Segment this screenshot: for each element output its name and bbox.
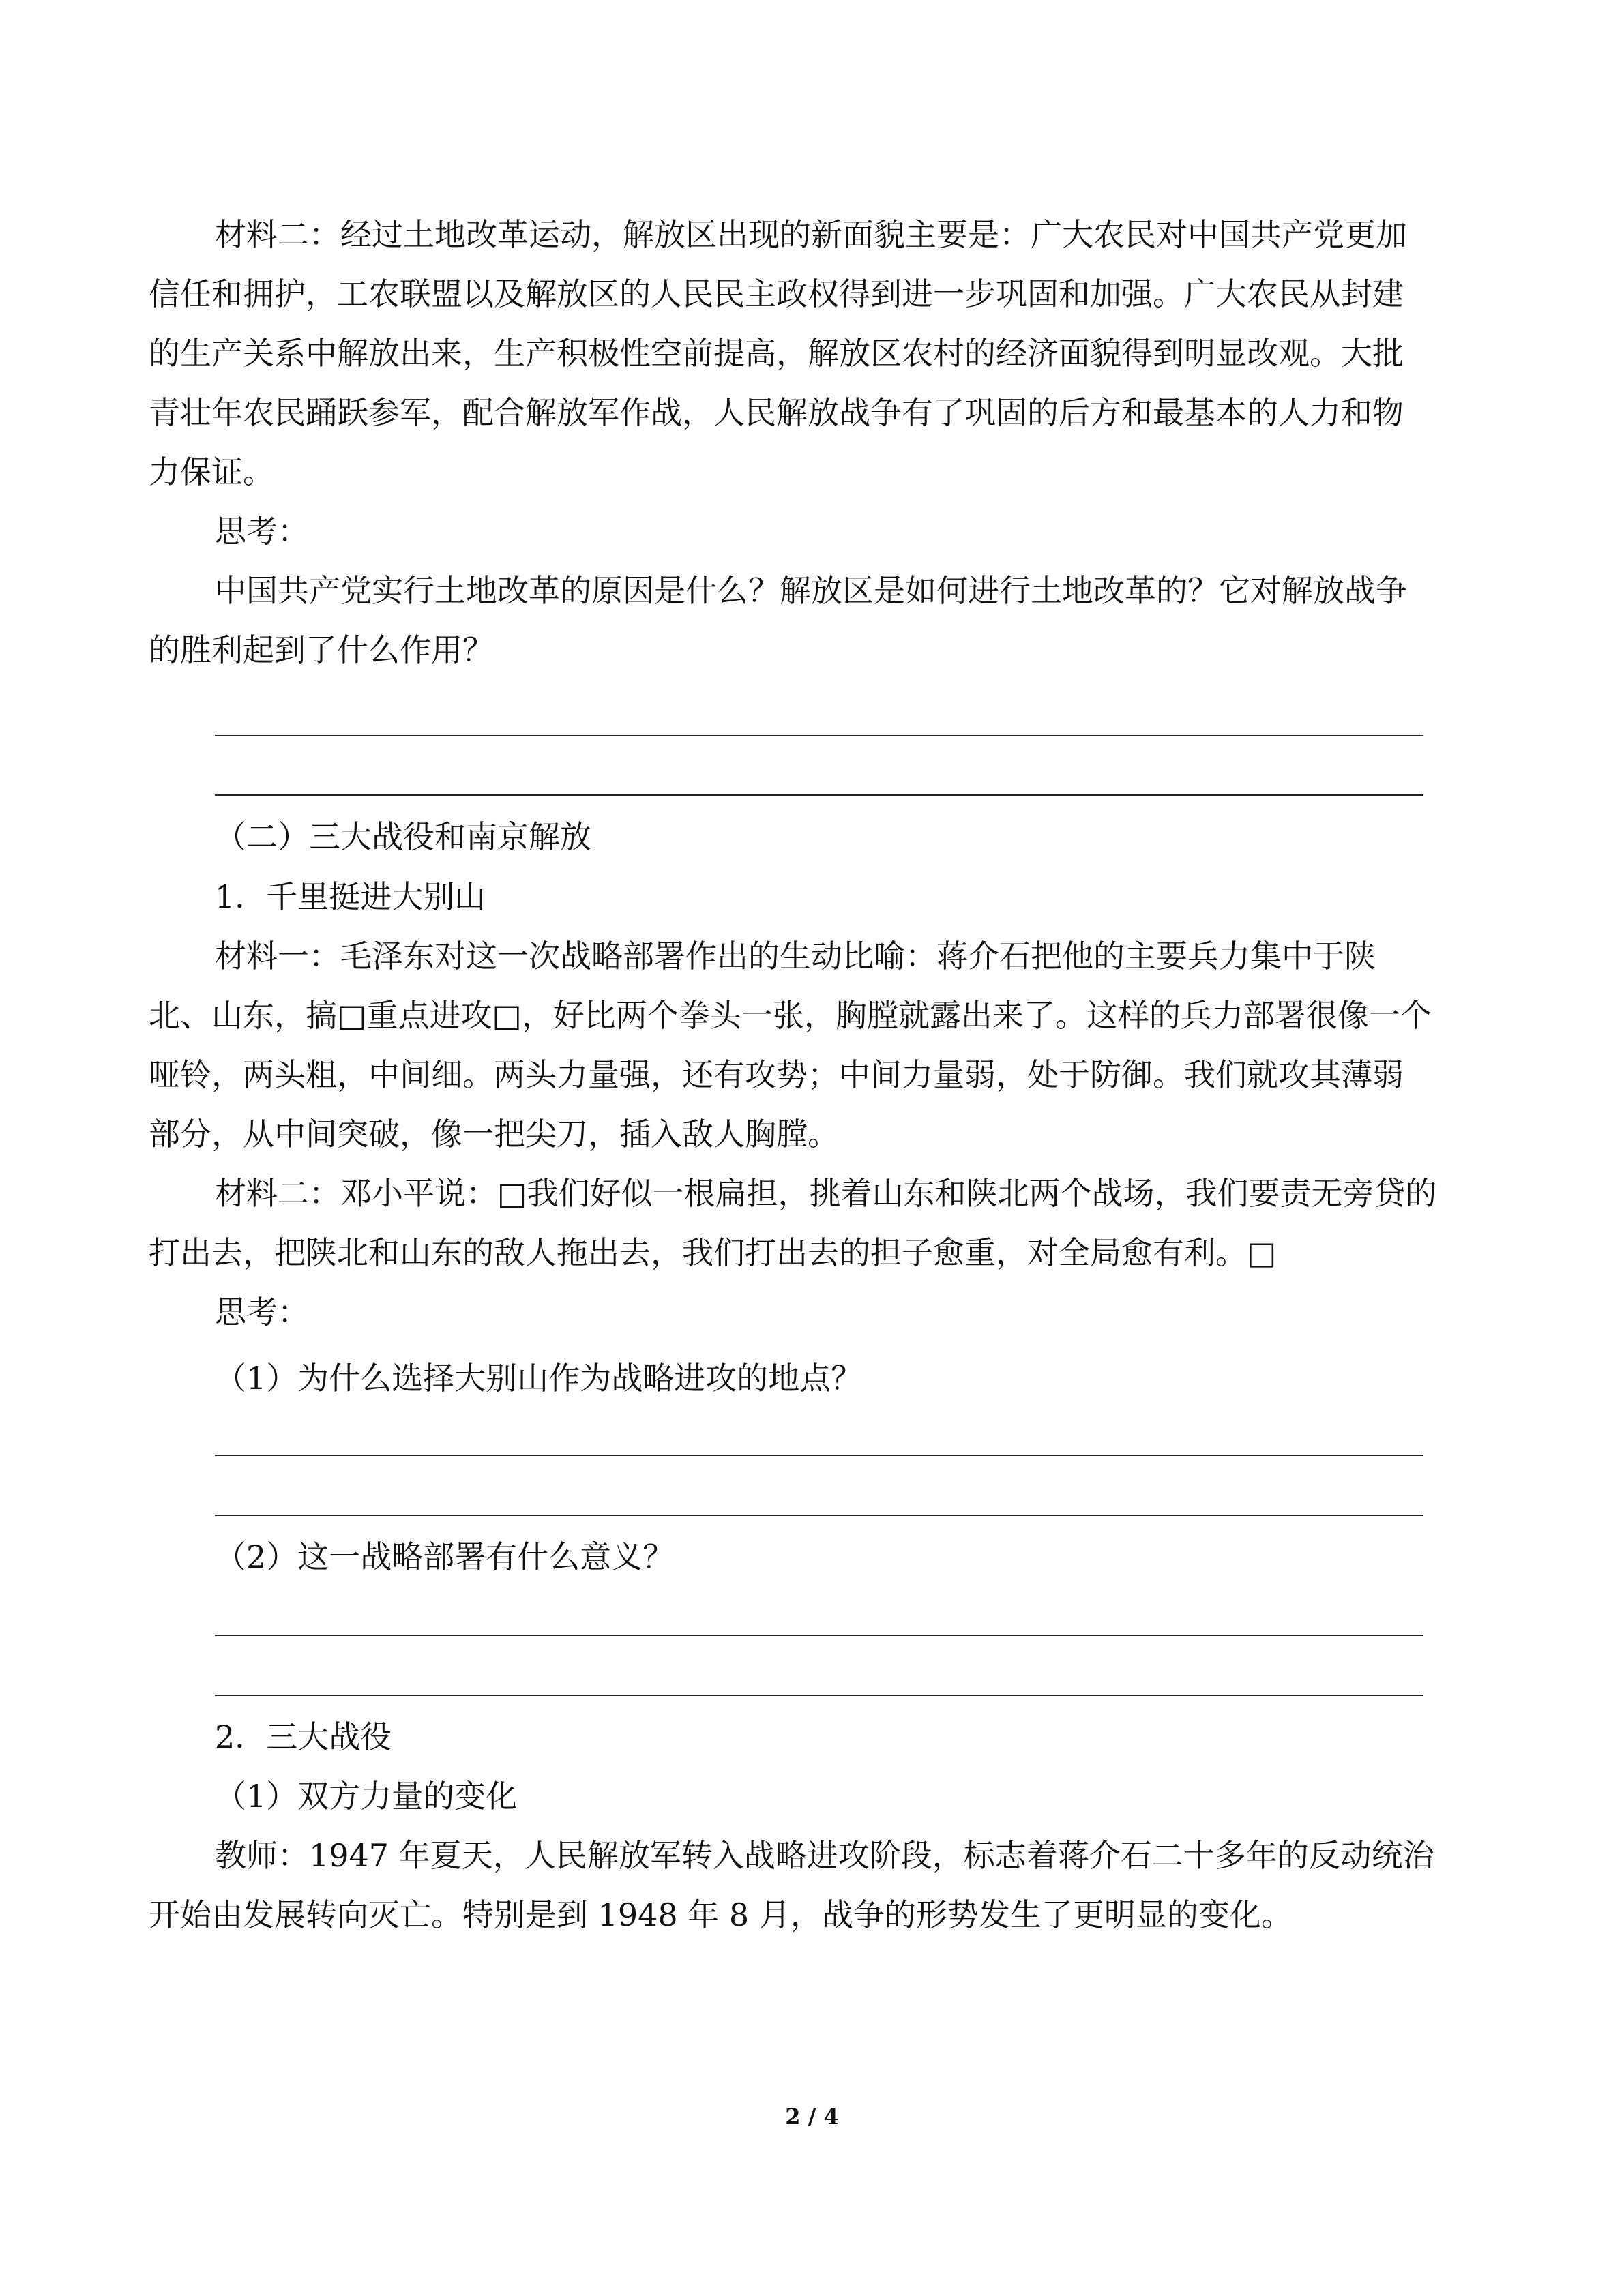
paragraph-line: 哑铃，两头粗，中间细。两头力量强，还有攻势；中间力量弱，处于防御。我们就攻其薄弱 [149, 1056, 1404, 1093]
paragraph-line: 开始由发展转向灭亡。特别是到 1948 年 8 月，战争的形势发生了更明显的变化。 [149, 1896, 1293, 1933]
paragraph-line: 力保证。 [149, 453, 274, 490]
paragraph-line: 打出去，把陕北和山东的敌人拖出去，我们打出去的担子愈重，对全局愈有利。□ [149, 1234, 1277, 1271]
answer-line[interactable] [215, 735, 1423, 736]
question-line: （1）为什么选择大别山作为战略进攻的地点？ [215, 1360, 863, 1397]
subsection-title: 2．三大战役 [215, 1718, 392, 1755]
think-label: 思考： [215, 1294, 309, 1330]
question-line: 的胜利起到了什么作用？ [149, 631, 494, 668]
think-label: 思考： [215, 513, 309, 550]
paragraph-line: 青壮年农民踊跃参军，配合解放军作战，人民解放战争有了巩固的后方和最基本的人力和物 [149, 394, 1404, 431]
paragraph-line: 材料一：毛泽东对这一次战略部署作出的生动比喻：蒋介石把他的主要兵力集中于陕 [215, 938, 1376, 974]
answer-line[interactable] [215, 1695, 1423, 1696]
page-number: 2 / 4 [785, 2104, 839, 2130]
answer-line[interactable] [215, 1515, 1423, 1516]
paragraph-line: 材料二：邓小平说：□我们好似一根扁担，挑着山东和陕北两个战场，我们要责无旁贷的 [215, 1175, 1437, 1212]
subsection-question: （1）双方力量的变化 [215, 1778, 518, 1815]
question-line: 中国共产党实行土地改革的原因是什么？解放区是如何进行土地改革的？它对解放战争 [215, 572, 1407, 609]
paragraph-line: 材料二：经过土地改革运动，解放区出现的新面貌主要是：广大农民对中国共产党更加 [215, 216, 1407, 253]
section-heading: （二）三大战役和南京解放 [215, 818, 591, 855]
subsection-title: 1．千里挺进大别山 [215, 878, 486, 915]
paragraph-line: 的生产关系中解放出来，生产积极性空前提高，解放区农村的经济面貌得到明显改观。大批 [149, 335, 1404, 372]
answer-line[interactable] [215, 1455, 1423, 1456]
paragraph-line: 北、山东，搞□重点进攻□，好比两个拳头一张，胸膛就露出来了。这样的兵力部署很像一个 [149, 997, 1432, 1034]
question-line: （2）这一战略部署有什么意义？ [215, 1538, 675, 1575]
answer-line[interactable] [215, 794, 1423, 796]
answer-line[interactable] [215, 1635, 1423, 1636]
paragraph-line: 信任和拥护，工农联盟以及解放区的人民民主政权得到进一步巩固和加强。广大农民从封建 [149, 275, 1404, 312]
paragraph-line: 部分，从中间突破，像一把尖刀，插入敌人胸膛。 [149, 1116, 839, 1152]
paragraph-line: 教师：1947 年夏天，人民解放军转入战略进攻阶段，标志着蒋介石二十多年的反动统治 [215, 1837, 1434, 1874]
